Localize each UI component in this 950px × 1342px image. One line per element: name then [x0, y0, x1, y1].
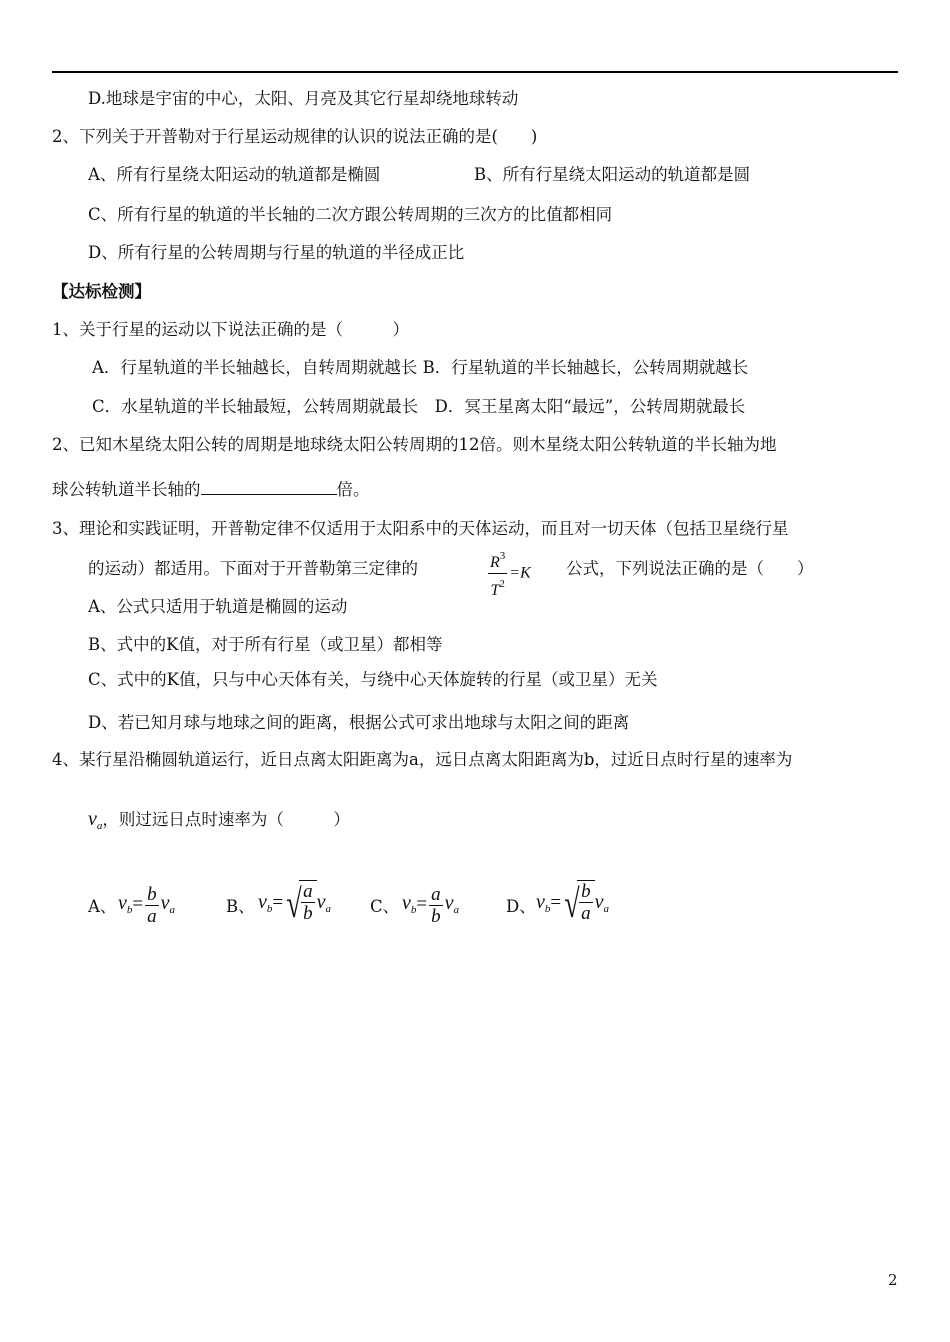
- test-question-1: 1、关于行星的运动以下说法正确的是（ ）: [52, 320, 409, 339]
- frac-den: a: [581, 903, 591, 924]
- v-symbol: v: [444, 892, 454, 915]
- q4-option-b-formula: $v_b=√$ $\frac{a}{b}$ $v_a$: [258, 881, 331, 926]
- a-subscript: a: [96, 820, 103, 832]
- v-symbol: v: [594, 890, 604, 913]
- test-question-3-text-post: 公式，下列说法正确的是（ ）: [566, 559, 814, 578]
- test-q1-options-cd: C．水星轨道的半长轴最短，公转周期就最长 D．冥王星离太阳“最远”，公转周期就最长: [92, 397, 746, 416]
- formula-denominator-exponent: 2: [499, 578, 505, 590]
- answer-blank: [201, 478, 337, 495]
- frac-num: b: [581, 881, 591, 902]
- q2-option-c: C、所有行星的轨道的半长轴的二次方跟公转周期的三次方的比值都相同: [88, 205, 613, 224]
- formula-numerator: R: [490, 554, 500, 571]
- q4-text-post: ，则过远日点时速率为（ ）: [102, 810, 350, 829]
- velocity-va: [88, 808, 102, 830]
- q4-option-d-label: D、: [506, 897, 536, 916]
- b-subscript: b: [410, 904, 417, 917]
- v-symbol: v: [316, 890, 326, 913]
- q2-option-b: B、所有行星绕太阳运动的轨道都是圆: [474, 165, 751, 184]
- b-subscript: b: [266, 902, 273, 915]
- q3-option-a: A、公式只适用于轨道是椭圆的运动: [88, 597, 348, 616]
- q4-option-c-label: C、: [370, 897, 400, 916]
- page-number: 2: [888, 1271, 898, 1289]
- v-symbol: v: [402, 892, 411, 915]
- formula-denominator: T: [490, 582, 500, 599]
- test-question-4-line2: [88, 808, 350, 837]
- frac-den: b: [303, 903, 313, 924]
- q4-option-b-label: B、: [226, 897, 255, 916]
- b-subscript: b: [126, 904, 133, 917]
- q2-text-before-blank: 球公转轨道半长轴的: [52, 480, 201, 499]
- v-symbol: v: [88, 808, 97, 830]
- b-subscript: b: [544, 902, 551, 915]
- v-symbol: v: [118, 892, 127, 915]
- a-subscript: a: [453, 904, 459, 917]
- test-question-2-line2: [52, 478, 370, 501]
- a-subscript: a: [325, 902, 331, 915]
- header-rule: [52, 71, 898, 73]
- q3-option-d: D、若已知月球与地球之间的距离，根据公式可求出地球与太阳之间的距离: [88, 713, 630, 732]
- v-symbol: v: [258, 890, 267, 913]
- kepler-formula: [486, 546, 531, 601]
- q2-option-a: A、所有行星绕太阳运动的轨道都是椭圆: [88, 165, 381, 184]
- test-question-3-text-pre: 的运动）都适用。下面对于开普勒第三定律的: [88, 559, 418, 578]
- frac-num: a: [431, 884, 441, 905]
- formula-rhs: =K: [509, 564, 531, 582]
- a-subscript: a: [603, 902, 609, 915]
- prev-option-d: D.地球是宇宙的中心，太阳、月亮及其它行星却绕地球转动: [88, 89, 519, 108]
- frac-den: b: [431, 906, 441, 927]
- section-heading: 【达标检测】: [52, 282, 151, 301]
- test-question-4-line1: 4、某行星沿椭圆轨道运行，近日点离太阳距离为a，远日点离太阳距离为b，过近日点时行星的速率为: [52, 750, 793, 769]
- test-question-3-line1: 3、理论和实践证明，开普勒定律不仅适用于太阳系中的天体运动，而且对一切天体（包括卫星绕行星: [52, 519, 789, 538]
- v-symbol: v: [160, 892, 170, 915]
- v-symbol: v: [536, 890, 545, 913]
- q4-option-a-formula: $v_b=$ $\frac{b}{a}$ $v_a$: [118, 884, 175, 927]
- q3-option-b: B、式中的K值，对于所有行星（或卫星）都相等: [88, 635, 443, 654]
- q4-option-a-label: A、: [88, 897, 117, 916]
- test-q1-options-ab: A．行星轨道的半长轴越长，自转周期就越长 B．行星轨道的半长轴越长，公转周期就越长: [92, 358, 749, 377]
- q4-option-d-formula: $v_b=√$ $\frac{b}{a}$ $v_a$: [536, 881, 609, 926]
- frac-den: a: [147, 906, 157, 927]
- question-2-stem: 2、下列关于开普勒对于行星运动规律的认识的说法正确的是( ): [52, 127, 538, 146]
- q2-option-d: D、所有行星的公转周期与行星的轨道的半径成正比: [88, 243, 465, 262]
- frac-num: b: [147, 884, 157, 905]
- q2-text-after-blank: 倍。: [336, 480, 370, 499]
- q3-option-c: C、式中的K值，只与中心天体有关，与绕中心天体旋转的行星（或卫星）无关: [88, 670, 658, 689]
- q4-option-c-formula: $v_b=$ $\frac{a}{b}$ $v_a$: [402, 884, 459, 927]
- a-subscript: a: [169, 904, 175, 917]
- frac-num: a: [303, 881, 313, 902]
- formula-numerator-exponent: 3: [499, 550, 506, 562]
- test-question-2-line1: 2、已知木星绕太阳公转的周期是地球绕太阳公转周期的12倍。则木星绕太阳公转轨道的半长轴为地: [52, 435, 777, 454]
